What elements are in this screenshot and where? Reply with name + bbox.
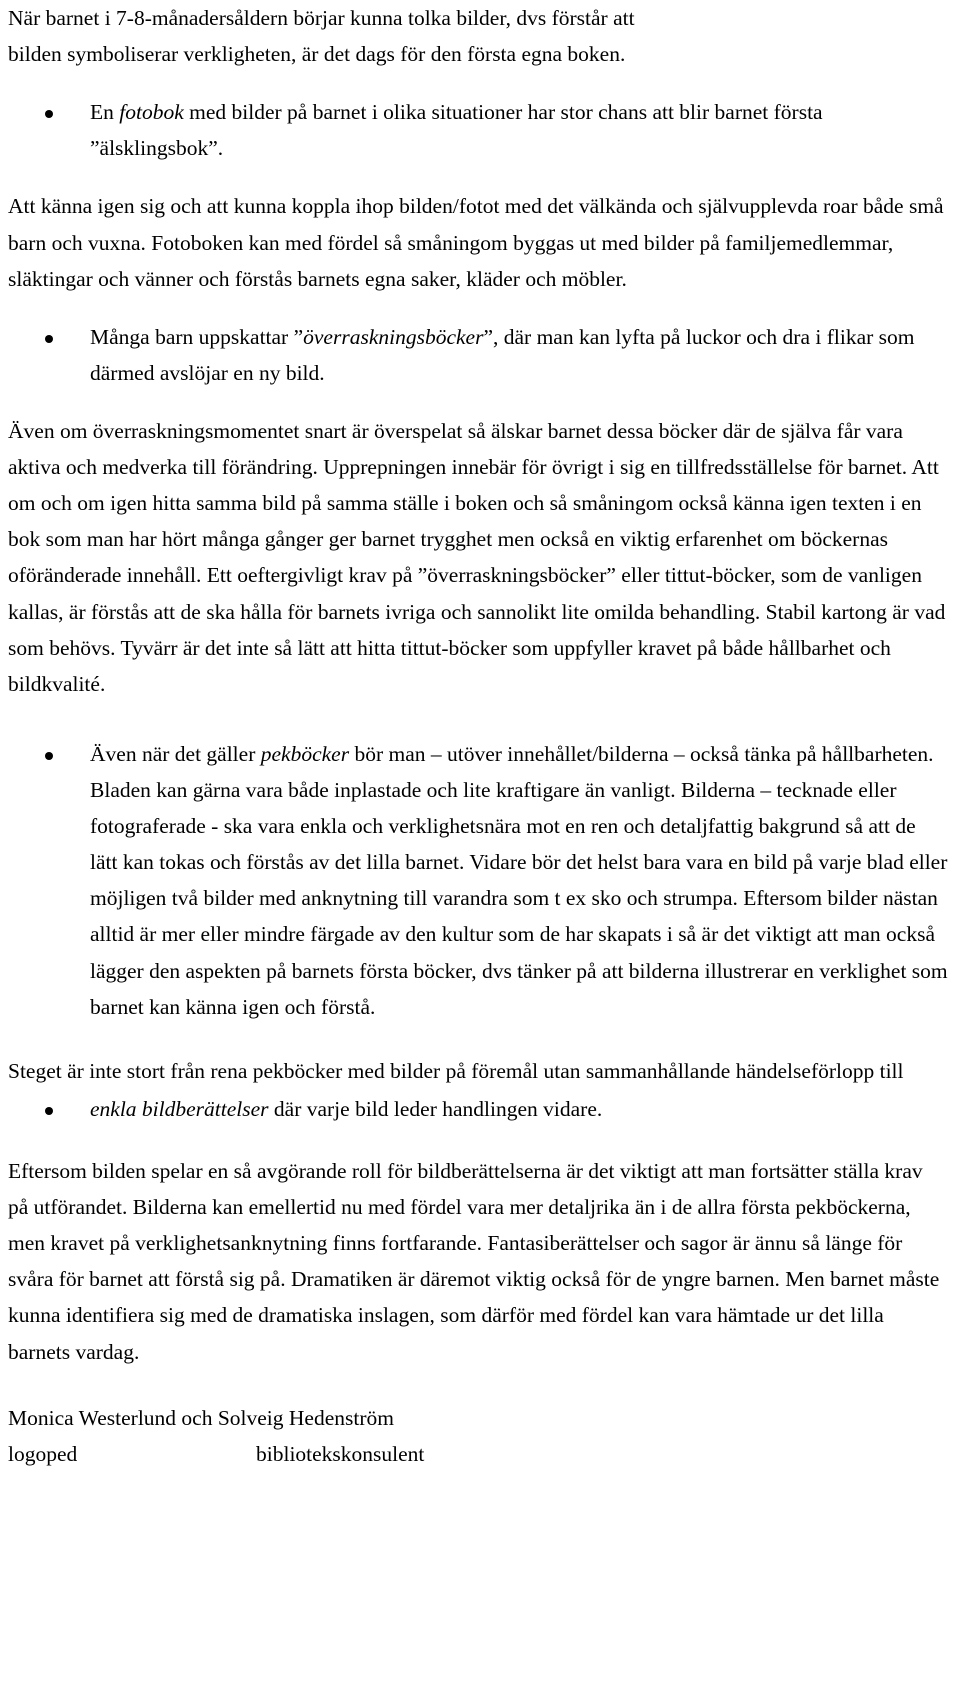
bullet-pekbocker-text: bör man – utöver innehållet/bilderna – också tänka på hållbarheten. Bladen kan gärna vara både inplastade och lite kraftigare än vanligt. Bilderna – tecknade eller fotograferade - ska vara enkla och verklighetsnära mot en ren och detaljfattig bakgrund så att de lätt kan tokas och förstås av det lilla barnet. Vidare bör det helst bara vara en bild på varje blad eller möjligen två bilder med anknytning till varandra som t ex sko och strumpa. Eftersom bilder nästan alltid är mer eller mindre färgade av den kultur som de har skapats i så är det viktigt att man också lägger den aspekten på barnets första böcker, dvs tänker på att bilderna illustrerar en verklighet som barnet kan känna igen och förstå. [90,741,948,1019]
bullet-overraskning-text: ”, där man kan lyfta på luckor och dra i flikar som därmed avslöjar en ny bild. [90,324,915,385]
paragraph-overraskning: Även om överraskningsmomentet snart är överspelat så älskar barnet dessa böcker där de själva får vara aktiva och medverka till förändring. Upprepningen innebär för övrigt i sig en tillfredsställelse för barnet. Att om och om igen hitta samma bild på samma ställe i boken och så småningom också känna igen texten i en bok som man har hört många gånger ger barnet trygghet men också en viktig erfarenhet om böckernas oföränderade innehåll. Ett oeftergivligt krav på ”överraskningsböcker” eller tittut-böcker, som de vanligen kallas, är förstås att de ska hålla för barnets ivriga och sannolikt lite omilda behandling. Stabil kartong är vad som behövs. Tyvärr är det inte så lätt att hitta tittut-böcker som uppfyller kravet på både hållbarhet och bildkvalité. [8,418,946,696]
intro-paragraph [8,0,948,72]
bullet-pekbocker-emphasis: pekböcker [260,741,350,766]
bullet-pekbocker-prefix: Även när det gäller [90,741,261,766]
bullet-overraskning-emphasis: överraskningsböcker [303,324,484,349]
bullet-bildberattelser-text: där varje bild leder handlingen vidare. [268,1096,603,1121]
bullet-bildberattelser-emphasis: enkla bildberättelser [90,1096,269,1121]
intro-line-1: När barnet i 7-8-månadersåldern börjar kunna tolka bilder, dvs förstår att [8,6,635,30]
bullet-overraskning [8,319,948,391]
bullet-fotobok-text: med bilder på barnet i olika situationer har stor chans att blir barnet första ”älsklingsbok”. [90,100,823,161]
paragraph-eftersom: Eftersom bilden spelar en så avgörande roll för bildberättelserna är det viktigt att man fortsätter ställa krav på utförandet. Bilderna kan emellertid nu med fördel vara mer detaljrika än i de allra första pekböckerna, men kravet på verklighetsanknytning finns fortfarande. Fantasiberättelser och sagor är ännu så länge för svåra för barnet att förstå sig på. Dramatiken är däremot viktig också för de yngre barnen. Men barnet måste kunna identifiera sig med de dramatiska inslagen, som därför med fördel kan vara hämtade ur det lilla barnets vardag. [8,1158,940,1364]
signature-block [8,1400,948,1472]
bullet-bildberattelser [8,1091,948,1127]
bullet-pekbocker [8,736,948,1025]
document-page [8,0,948,1472]
intro-line-2: bilden symboliserar verkligheten, är det dags för den första egna boken. [8,42,626,67]
signature-names: Monica Westerlund och Solveig Hedenström [8,1405,394,1430]
bullet-overraskning-prefix: Många barn uppskattar ” [90,324,304,349]
bullet-dot-icon [45,335,53,343]
bullet-dot-icon [45,1107,53,1115]
signature-role-bibliotekskonsulent: bibliotekskonsulent [256,1441,425,1466]
bullet-fotobok-prefix: En [90,100,120,125]
paragraph-fotobok: Att känna igen sig och att kunna koppla ihop bilden/fotot med det välkända och självupplevda roar både små barn och vuxna. Fotoboken kan med fördel så småningom byggas ut med bilder på familjemedlemmar, släktingar och vänner och förstås barnets egna saker, kläder och möbler. [8,194,944,291]
bullet-dot-icon [45,110,53,118]
bullet-dot-icon [45,752,53,760]
signature-roles [8,1436,468,1472]
signature-role-logoped: logoped [8,1441,78,1466]
paragraph-steget: Steget är inte stort från rena pekböcker med bilder på föremål utan sammanhållande händelseförlopp till [8,1058,904,1083]
bullet-fotobok [8,94,948,166]
bullet-fotobok-emphasis: fotobok [119,100,184,125]
